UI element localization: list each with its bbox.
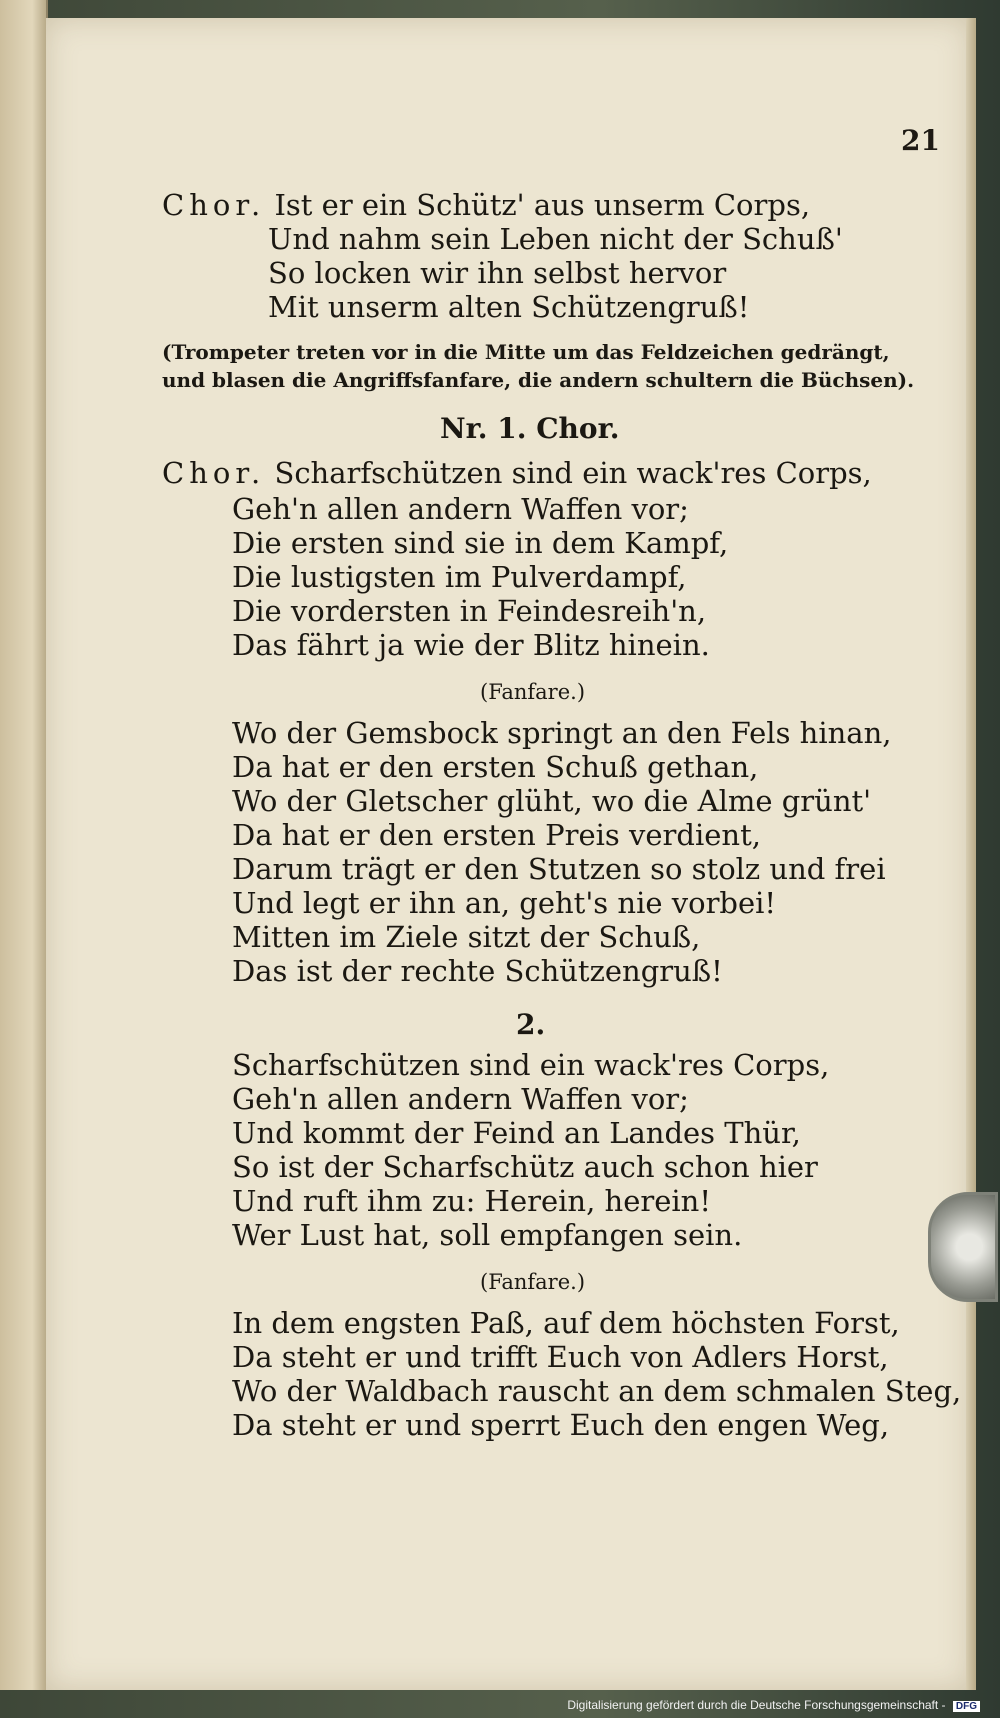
verse-line: Und nahm sein Leben nicht der Schuß' <box>268 222 843 256</box>
verse-line: Und kommt der Feind an Landes Thür, <box>232 1116 801 1150</box>
page-number: 21 <box>901 124 940 157</box>
refrain-line: Darum trägt er den Stutzen so stolz und frei <box>232 852 886 886</box>
digitization-credit <box>470 1698 980 1716</box>
stage-direction-line: und blasen die Angriffsfanfare, die andern schultern die Büchsen). <box>162 368 915 392</box>
page-fore-edge <box>966 18 976 1690</box>
refrain-line: Wo der Gemsbock springt an den Fels hinan, <box>232 716 892 750</box>
refrain-line: In dem engsten Paß, auf dem höchsten Forst, <box>232 1306 900 1340</box>
refrain-line: Und legt er ihn an, geht's nie vorbei! <box>232 886 777 920</box>
verse-line: Und ruft ihm zu: Herein, herein! <box>232 1184 711 1218</box>
verse-line: Geh'n allen andern Waffen vor; <box>232 492 689 526</box>
verse-line: Mit unserm alten Schützengruß! <box>268 290 750 324</box>
verse-line: Ist er ein Schütz' aus unserm Corps, <box>274 188 811 222</box>
stanza-number: 2. <box>516 1008 546 1041</box>
refrain-line: Da steht er und sperrt Euch den engen Weg, <box>232 1408 890 1442</box>
verse-line: Scharfschützen sind ein wack'res Corps, <box>274 456 872 490</box>
verse-line: Die lustigsten im Pulverdampf, <box>232 560 687 594</box>
stage-direction-line: (Trompeter treten vor in die Mitte um das Feldzeichen gedrängt, <box>162 340 890 364</box>
verse-line: So ist der Scharfschütz auch schon hier <box>232 1150 818 1184</box>
section-heading: Nr. 1. Chor. <box>440 412 620 445</box>
verse-line: Die ersten sind sie in dem Kampf, <box>232 526 729 560</box>
dfg-logo: DFG <box>953 1701 980 1712</box>
refrain-line: Mitten im Ziele sitzt der Schuß, <box>232 920 701 954</box>
page-clip-icon <box>928 1192 998 1302</box>
opening-verse-line-1 <box>162 188 810 222</box>
credit-text: Digitalisierung gefördert durch die Deutsche Forschungsgemeinschaft - <box>567 1698 946 1712</box>
verse-line: So locken wir ihn selbst hervor <box>268 256 727 290</box>
speaker-label: Chor. <box>162 456 266 490</box>
refrain-line: Da hat er den ersten Schuß gethan, <box>232 750 759 784</box>
verse-line: Scharfschützen sind ein wack'res Corps, <box>232 1048 830 1082</box>
verse-line: Das fährt ja wie der Blitz hinein. <box>232 628 710 662</box>
refrain-line: Das ist der rechte Schützengruß! <box>232 954 723 988</box>
refrain-line: Da hat er den ersten Preis verdient, <box>232 818 761 852</box>
speaker-label: Chor. <box>162 188 266 222</box>
previous-page-edge <box>0 0 48 1690</box>
verse-line: Die vordersten in Feindesreih'n, <box>232 594 707 628</box>
fanfare-cue: (Fanfare.) <box>480 680 586 704</box>
refrain-line: Da steht er und trifft Euch von Adlers Horst, <box>232 1340 889 1374</box>
refrain-line: Wo der Waldbach rauscht an dem schmalen Steg, <box>232 1374 962 1408</box>
verse-line: Geh'n allen andern Waffen vor; <box>232 1082 689 1116</box>
stanza1-first-line <box>162 456 872 490</box>
verse-line: Wer Lust hat, soll empfangen sein. <box>232 1218 743 1252</box>
fanfare-cue: (Fanfare.) <box>480 1270 586 1294</box>
refrain-line: Wo der Gletscher glüht, wo die Alme grünt' <box>232 784 872 818</box>
